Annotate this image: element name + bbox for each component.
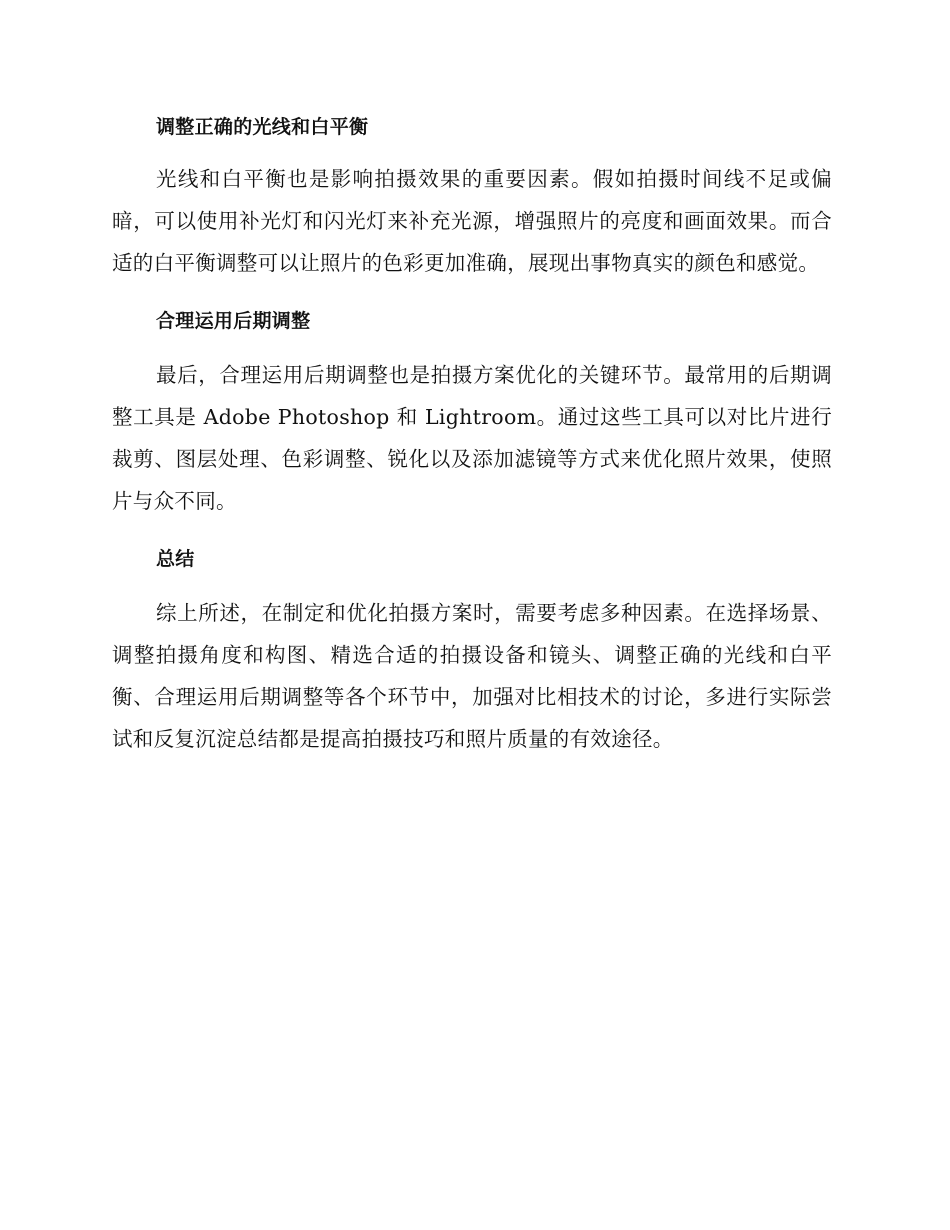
section-paragraph: 最后，合理运用后期调整也是拍摄方案优化的关键环节。最常用的后期调整工具是 Adobe Photoshop 和 Lightroom。通过这些工具可以对比片进行裁剪、图层处理、色彩调整、锐化以及添加滤镜等方式来优化照片效果，使照片与众不同。 — [112, 363, 832, 513]
section-post-processing — [112, 302, 832, 522]
document-page — [112, 108, 832, 778]
section-summary — [112, 540, 832, 760]
section-paragraph: 综上所述，在制定和优化拍摄方案时，需要考虑多种因素。在选择场景、调整拍摄角度和构图、精选合适的拍摄设备和镜头、调整正确的光线和白平衡、合理运用后期调整等各个环节中，加强对比相技术的讨论，多进行实际尝试和反复沉淀总结都是提高拍摄技巧和照片质量的有效途径。 — [112, 601, 832, 751]
section-heading: 总结 — [156, 548, 195, 570]
section-paragraph: 光线和白平衡也是影响拍摄效果的重要因素。假如拍摄时间线不足或偏暗，可以使用补光灯和闪光灯来补充光源，增强照片的亮度和画面效果。而合适的白平衡调整可以让照片的色彩更加准确，展现出事物真实的颜色和感觉。 — [112, 167, 832, 275]
section-heading: 合理运用后期调整 — [156, 310, 311, 332]
section-heading: 调整正确的光线和白平衡 — [156, 116, 369, 138]
section-lighting-white-balance — [112, 108, 832, 284]
